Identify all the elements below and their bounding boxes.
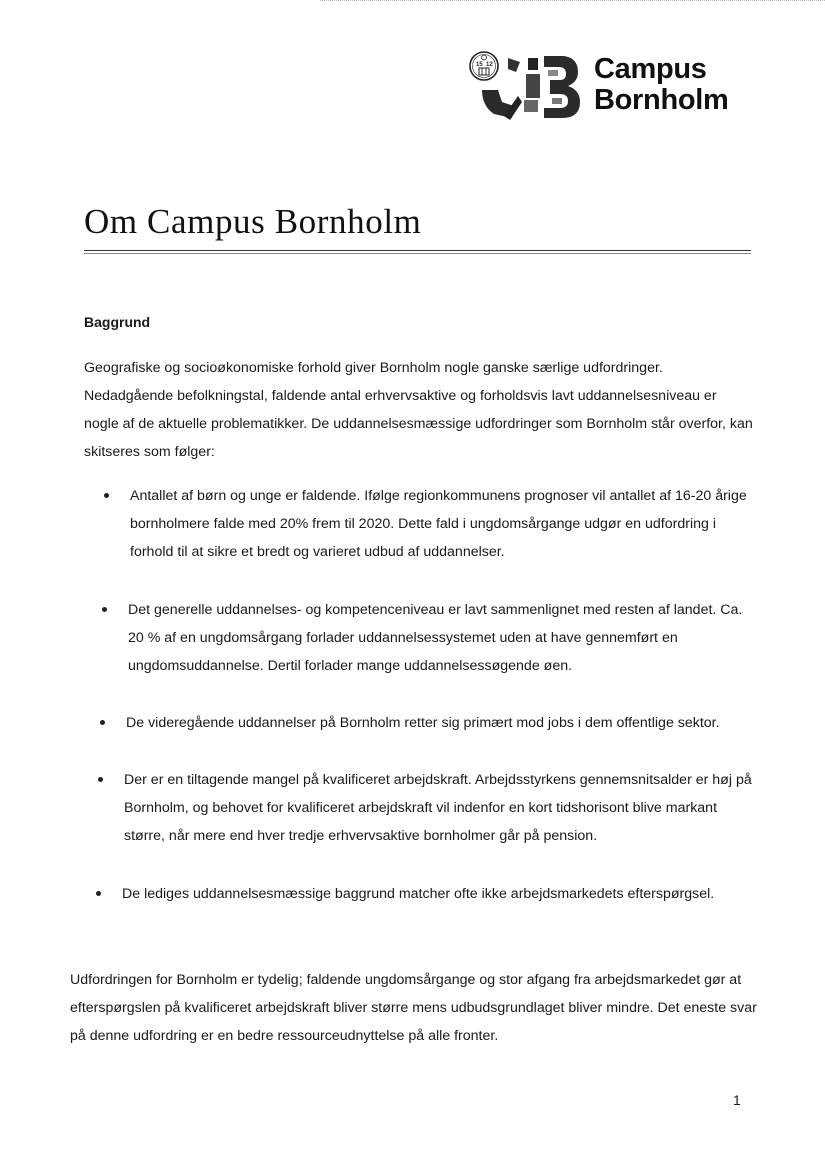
svg-text:12: 12 — [486, 62, 493, 68]
bullet-icon — [96, 891, 101, 896]
svg-text:15: 15 — [476, 62, 483, 68]
intro-paragraph: Geografiske og socioøkonomiske forhold giver Bornholm nogle ganske særlige udfordringer. Nedadgående befolkningstal, faldende antal erhvervsaktive og forholdsvis lavt uddannelsesniveau er nogle af de aktuelle problematikker. De uddannelsesmæssige udfordringer som Bornholm står overfor, kan skitseres som følger: — [84, 360, 753, 460]
bullet-icon — [104, 493, 109, 498]
closing-paragraph: Udfordringen for Bornholm er tydelig; faldende ungdomsårgange og stor afgang fra arbejdsmarkedet gør at efterspørgslen på kvalificeret arbejdskraft bliver større mens udbudsgrundlaget bliver mindre. Det eneste svar på denne udfordring er en bedre ressourceudnyttelse på alle fronter. — [70, 972, 757, 1044]
title-underline-secondary — [84, 253, 751, 254]
campus-bornholm-logo-mark-icon — [468, 50, 584, 122]
logo-wordmark — [594, 54, 729, 116]
campus-bornholm-logo — [468, 50, 768, 130]
page-title: Om Campus Bornholm — [84, 202, 422, 241]
bullet-icon — [98, 777, 103, 782]
bullet-text: Antallet af børn og unge er faldende. Ifølge regionkommunens prognoser vil antallet af 16-20 årige bornholmere falde med 20% frem til 2020. Dette fald i ungdomsårgange udgør en udfordring i forhold til at sikre et bredt og varieret udbud af uddannelser. — [130, 488, 747, 560]
section-heading: Baggrund — [84, 314, 151, 330]
bullet-text: Der er en tiltagende mangel på kvalificeret arbejdskraft. Arbejdsstyrkens gennemsnitsalder er høj på Bornholm, og behovet for kvalificeret arbejdskraft vil indenfor en kort tidshorisont blive markant større, når mere end hver tredje erhvervsaktive bornholmer går på pension. — [124, 772, 752, 844]
bullet-icon — [100, 720, 105, 725]
page-number: 1 — [733, 1092, 741, 1108]
logo-line-campus: Campus — [594, 53, 707, 85]
logo-line-bornholm: Bornholm — [594, 84, 729, 116]
title-underline — [84, 250, 751, 251]
bullet-text: De videregående uddannelser på Bornholm retter sig primært mod jobs i dem offentlige sektor. — [126, 715, 720, 731]
bullet-text: De lediges uddannelsesmæssige baggrund matcher ofte ikke arbejdsmarkedets efterspørgsel. — [122, 886, 715, 902]
bullet-text: Det generelle uddannelses- og kompetenceniveau er lavt sammenlignet med resten af landet. Ca. 20 % af en ungdomsårgang forlader uddannelsessystemet uden at have gennemført en ungdomsuddannelse. Dertil forlader mange uddannelsessøgende øen. — [128, 602, 743, 674]
page-top-edge — [320, 0, 825, 5]
bullet-icon — [102, 607, 107, 612]
